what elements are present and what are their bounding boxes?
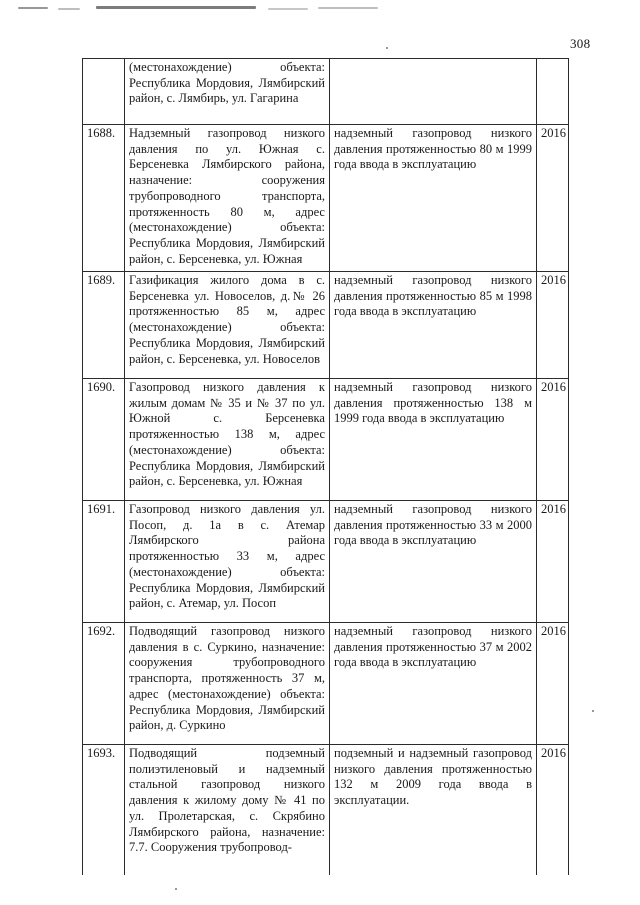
table-row xyxy=(83,272,569,379)
scan-speck xyxy=(175,888,177,890)
object-characteristics: подземный и надземный газопровод низкого давления протяженностью 132 м 2009 года ввода в эксплуатации. xyxy=(330,745,537,875)
object-characteristics: надземный газопровод низкого давления протяженностью 85 м 1998 года ввода в эксплуатацию xyxy=(330,272,537,379)
table-row xyxy=(83,501,569,623)
table-row xyxy=(83,745,569,875)
object-characteristics xyxy=(330,59,537,125)
property-registry-table xyxy=(82,58,569,875)
object-name: Газопровод низкого давления ул. Посоп, д. 1а в с. Атемар Лямбирского района протяженностью 33 м, адрес (местонахождение) объекта: Республика Мордовия, Лямбирский район, с. Атемар, ул. Посоп xyxy=(125,501,330,623)
table-row xyxy=(83,59,569,125)
row-number: 1691. xyxy=(83,501,125,623)
object-characteristics: надземный газопровод низкого давления протяженностью 33 м 2000 года ввода в эксплуатацию xyxy=(330,501,537,623)
scan-speck xyxy=(386,47,388,49)
page-number: 308 xyxy=(570,36,591,51)
row-number xyxy=(83,59,125,125)
table-row xyxy=(83,379,569,501)
year: 2016 xyxy=(537,379,569,501)
object-name: Газопровод низкого давления к жилым домам № 35 и № 37 по ул. Южной с. Берсеневка протяженностью 138 м, адрес (местонахождение) объекта: Республика Мордовия, Лямбирский район, с. Берсеневка, ул. Южная xyxy=(125,379,330,501)
object-name: (местонахождение) объекта: Республика Мордовия, Лямбирский район, с. Лямбирь, ул. Гагарина xyxy=(125,59,330,125)
year xyxy=(537,59,569,125)
table-row xyxy=(83,623,569,745)
year: 2016 xyxy=(537,272,569,379)
scan-speck xyxy=(592,710,594,712)
row-number: 1692. xyxy=(83,623,125,745)
row-number: 1693. xyxy=(83,745,125,875)
scan-artifact xyxy=(18,4,378,12)
object-name: Газификация жилого дома в с. Берсеневка ул. Новоселов, д.№ 26 протяженностью 85 м, адрес (местонахождение) объекта: Республика Мордовия, Лямбирский район, с. Берсеневка, ул. Новоселов xyxy=(125,272,330,379)
row-number: 1689. xyxy=(83,272,125,379)
object-name: Надземный газопровод низкого давления по ул. Южная с. Берсеневка Лямбирского района, назначение: сооружения трубопроводного транспорта, протяженность 80 м, адрес (местонахождение) объекта: Республика Мордовия, Лямбирский район, с. Берсеневка, ул. Южная xyxy=(125,125,330,272)
object-name: Подводящий подземный полиэтиленовый и надземный стальной газопровод низкого давления к жилому дому № 41 по ул. Пролетарская, с. Скрябино Лямбирского района, назначение: 7.7. Сооружения трубопровод- xyxy=(125,745,330,875)
object-name: Подводящий газопровод низкого давления в с. Суркино, назначение: сооружения трубопроводного транспорта, протяженность 37 м, адрес (местонахождение) объекта: Республика Мордовия, Лямбирский район, д. Суркино xyxy=(125,623,330,745)
year: 2016 xyxy=(537,623,569,745)
row-number: 1688. xyxy=(83,125,125,272)
year: 2016 xyxy=(537,125,569,272)
object-characteristics: надземный газопровод низкого давления протяженностью 37 м 2002 года ввода в эксплуатацию xyxy=(330,623,537,745)
object-characteristics: надземный газопровод низкого давления протяженностью 80 м 1999 года ввода в эксплуатацию xyxy=(330,125,537,272)
table-row xyxy=(83,125,569,272)
year: 2016 xyxy=(537,745,569,875)
object-characteristics: надземный газопровод низкого давления протяженностью 138 м 1999 года ввода в эксплуатацию xyxy=(330,379,537,501)
year: 2016 xyxy=(537,501,569,623)
row-number: 1690. xyxy=(83,379,125,501)
